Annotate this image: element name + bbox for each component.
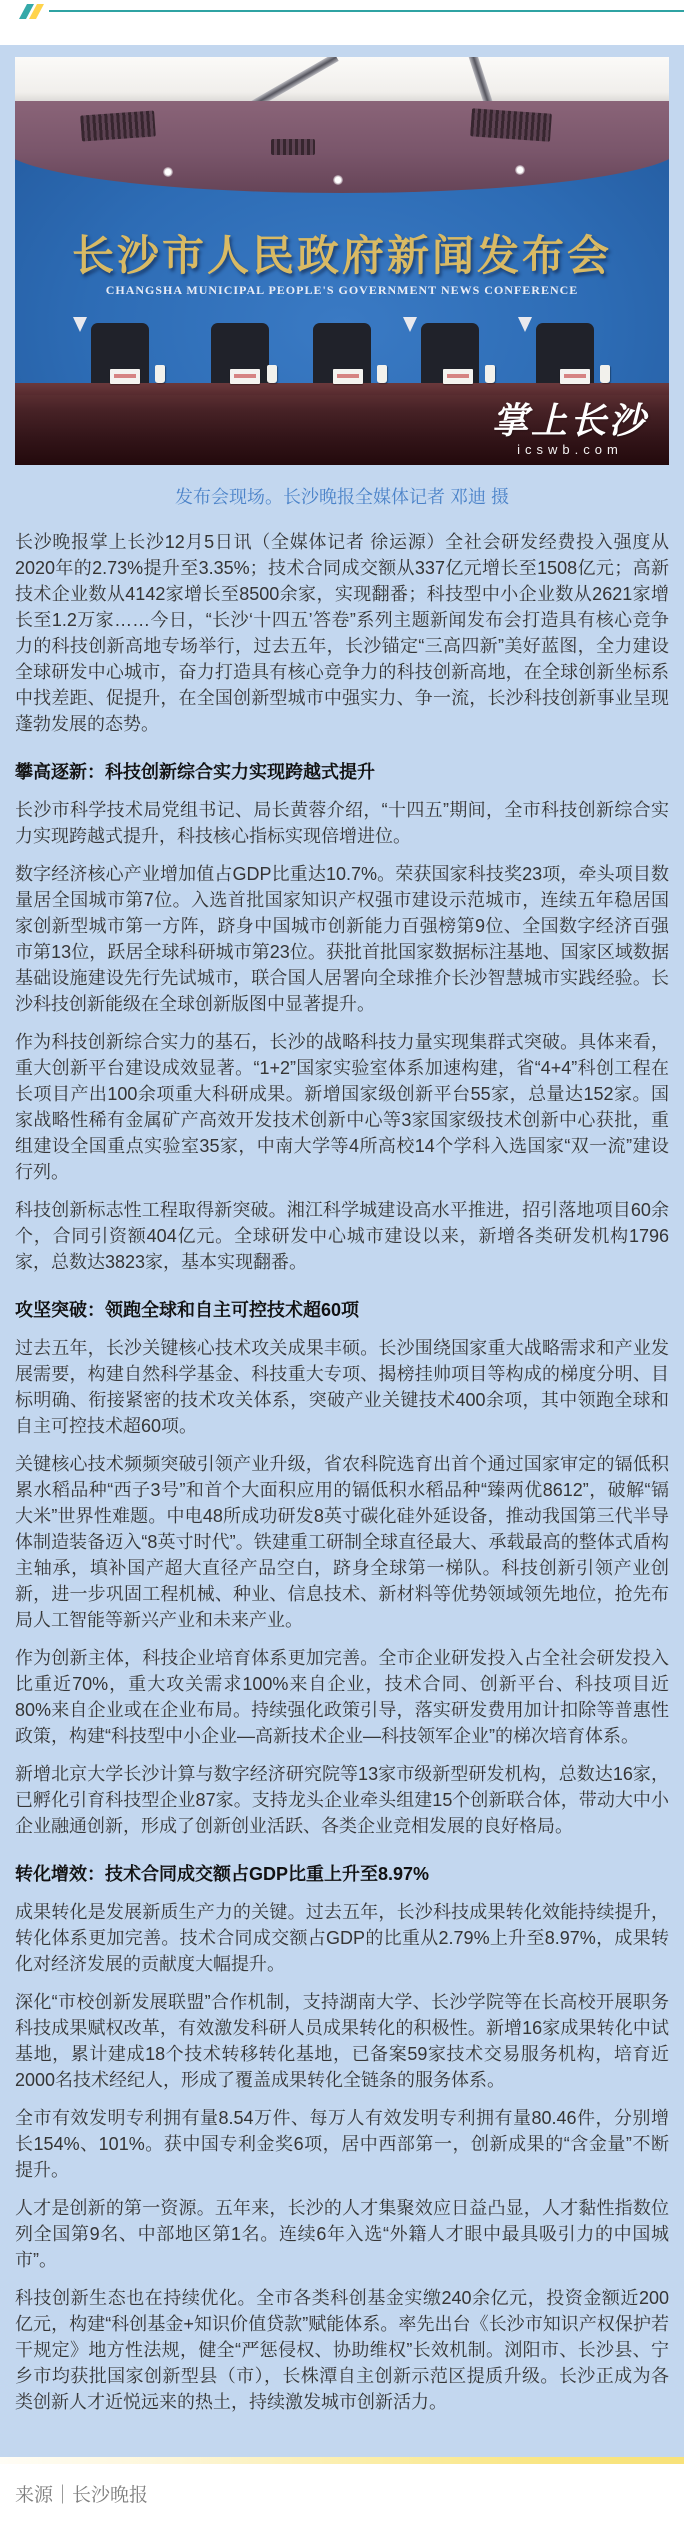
bottom-gradient-divider — [0, 2457, 684, 2464]
article-paragraph: 科技创新标志性工程取得新突破。湘江科学城建设高水平推进，招引落地项目60余个，合同引资额404亿元。全球研发中心城市建设以来，新增各类研发机构1796家，总数达3823家，基本实现翻番。 — [15, 1200, 669, 1272]
air-vent — [271, 139, 315, 155]
shirt — [518, 317, 532, 332]
article-paragraph: 过去五年，长沙关键核心技术攻关成果丰硕。长沙围绕国家重大战略需求和产业发展需要，构建自然科学基金、科技重大专项、揭榜挂帅项目等构成的梯度分明、目标明确、衔接紧密的技术攻关体系，突破产业关键技术400余项，其中领跑全球和自主可控技术超60项。 — [15, 1338, 669, 1436]
name-card — [443, 369, 473, 384]
name-card — [333, 369, 363, 384]
photo-ceiling — [15, 57, 669, 101]
ceiling-light — [333, 175, 343, 185]
photo-watermark — [491, 400, 648, 457]
top-bar — [0, 0, 684, 45]
teacup — [267, 365, 277, 383]
ceiling-light — [515, 165, 525, 175]
article-paragraph: 关键核心技术频频突破引领产业升级，省农科院选育出首个通过国家审定的镉低积累水稻品种“西子3号”和首个大面积应用的镉低积水稻品种“臻两优8612”，破解“镉大米”世界性难题。中电48所成功研发8英寸碳化硅外延设备，推动我国第三代半导体制造装备迈入“8英寸时代”。铁建重工研制全球直径最大、承载最高的整体式盾构主轴承，填补国产超大直径产品空白，跻身全球第一梯队。科技创新引领产业创新，进一步巩固工程机械、种业、信息技术、新材料等优势领域领先地位，抢先布局人工智能等新兴产业和未来产业。 — [15, 1454, 669, 1630]
name-card — [230, 369, 260, 384]
ceiling-light — [163, 167, 173, 177]
banner-subtitle: CHANGSHA MUNICIPAL PEOPLE'S GOVERNMENT NEWS CONFERENCE — [105, 283, 579, 297]
press-conference-photo — [15, 57, 669, 465]
article-paragraph: 人才是创新的第一资源。五年来，长沙的人才集聚效应日益凸显，人才黏性指数位列全国第9名、中部地区第1名。连续6年入选“外籍人才眼中最具吸引力的中国城市”。 — [15, 2198, 669, 2270]
article-paragraph: 作为科技创新综合实力的基石，长沙的战略科技力量实现集群式突破。具体来看，重大创新平台建设成效显著。“1+2”国家实验室体系加速构建，省“4+4”科创工程在长项目产出100余项重大科研成果。新增国家级创新平台55家，总量达152家。国家战略性稀有金属矿产高效开发技术创新中心等3家国家级技术创新中心获批，重组建设全国重点实验室35家，中南大学等4所高校14个学科入选国家“双一流”建设行列。 — [15, 1032, 669, 1182]
photo-caption: 发布会现场。长沙晚报全媒体记者 邓迪 摄 — [174, 487, 509, 507]
banner-title: 长沙市人民政府新闻发布会 — [71, 234, 612, 280]
article-paragraph: 科技创新生态也在持续优化。全市各类科创基金实缴240余亿元，投资金额近200亿元，构建“科创基金+知识价值贷款”赋能体系。率先出台《长沙市知识产权保护若干规定》地方性法规，健全“严惩侵权、协助维权”长效机制。浏阳市、长沙县、宁乡市均获批国家创新型县（市），长株潭自主创新示范区提质升级。长沙正成为各类创新人才近悦远来的热土，持续激发城市创新活力。 — [15, 2288, 669, 2412]
section-heading: 转化增效：技术合同成交额占GDP比重上升至8.97% — [15, 1864, 430, 1884]
teacup — [485, 365, 495, 383]
section-heading: 攀高逐新：科技创新综合实力实现跨越式提升 — [15, 762, 375, 782]
name-card — [110, 369, 140, 384]
article-paragraph: 深化“市校创新发展联盟”合作机制，支持湖南大学、长沙学院等在长高校开展职务科技成果赋权改革，有效激发科研人员成果转化的积极性。新增16家成果转化中试基地，累计建成18个技术转移转化基地，已备案59家技术交易服务机构，培育近2000名技术经纪人，形成了覆盖成果转化全链条的服务体系。 — [15, 1992, 669, 2090]
article-paragraph: 新增北京大学长沙计算与数字经济研究院等13家市级新型研发机构，总数达16家，已孵化引育科技型企业87家。支持龙头企业牵头组建15个创新联合体，带动大中小企业融通创新，形成了创新创业活跃、各类企业竞相发展的良好格局。 — [15, 1764, 669, 1836]
shirt — [73, 317, 87, 332]
watermark-url-text: icswb.com — [517, 442, 623, 457]
photo-ceiling-beam — [15, 101, 669, 193]
article-paragraph: 成果转化是发展新质生产力的关键。过去五年，长沙科技成果转化效能持续提升，转化体系更加完善。技术合同成交额占GDP的比重从2.79%上升至8.97%，成果转化对经济发展的贡献度大幅提升。 — [15, 1902, 669, 1974]
skylight-beam — [230, 57, 338, 101]
top-divider-line — [49, 10, 684, 12]
air-vent — [80, 110, 156, 141]
source-line: 来源｜长沙晚报 — [0, 2464, 684, 2517]
article-paragraph: 长沙晚报掌上长沙12月5日讯（全媒体记者 徐运源）全社会研发经费投入强度从2020年的2.73%提升至3.35%；技术合同成交额从337亿元增长至1508亿元；高新技术企业数从4142家增长至8500余家，实现翻番；科技型中小企业数从2621家增长至1.2万家……今日，“长沙‘十四五’答卷”系列主题新闻发布会打造具有核心竞争力的科技创新高地专场举行，过去五年，长沙锚定“三高四新”美好蓝图，全力建设全球研发中心城市，奋力打造具有核心竞争力的科技创新高地，在全球创新坐标系中找差距、促提升，在全国创新型城市中强实力、争一流，长沙科技创新事业呈现蓬勃发展的态势。 — [15, 532, 669, 734]
teacup — [377, 365, 387, 383]
article-paragraph: 长沙市科学技术局党组书记、局长黄蓉介绍，“十四五”期间，全市科技创新综合实力实现跨越式提升，科技核心指标实现倍增进位。 — [15, 800, 669, 846]
article-paragraph: 全市有效发明专利拥有量8.54万件、每万人有效发明专利拥有量80.46件，分别增长154%、101%。获中国专利金奖6项，居中西部第一，创新成果的“含金量”不断提升。 — [15, 2108, 669, 2180]
skylight-beam — [459, 57, 505, 101]
teacup — [600, 365, 610, 383]
article-paragraph: 作为创新主体，科技企业培育体系更加完善。全市企业研发投入占全社会研发投入比重近70%，重大攻关需求100%来自企业，技术合同、创新平台、科技项目近80%来自企业或在企业布局。持续强化政策引导，落实研发费用加计扣除等普惠性政策，构建“科技型中小企业—高新技术企业—科技领军企业”的梯次培育体系。 — [15, 1648, 669, 1746]
article-paragraph: 数字经济核心产业增加值占GDP比重达10.7%。荣获国家科技奖23项，牵头项目数量居全国城市第7位。入选首批国家知识产权强市建设示范城市，连续五年稳居国家创新型城市第一方阵，跻身中国城市创新能力百强榜第9位、全国数字经济百强市第13位，跃居全球科研城市第23位。获批首批国家数据标注基地、国家区域数据基础设施建设先行先试城市，联合国人居署向全球推介长沙智慧城市实践经验。长沙科技创新能级在全球创新版图中显著提升。 — [15, 864, 669, 1014]
article-body — [15, 529, 669, 2415]
air-vent — [470, 108, 552, 142]
shirt — [403, 317, 417, 332]
teacup — [155, 365, 165, 383]
watermark-logo-text: 掌上长沙 — [491, 400, 648, 441]
article-content-area — [0, 45, 684, 2457]
name-card — [560, 369, 590, 384]
section-heading: 攻坚突破：领跑全球和自主可控技术超60项 — [15, 1300, 360, 1320]
